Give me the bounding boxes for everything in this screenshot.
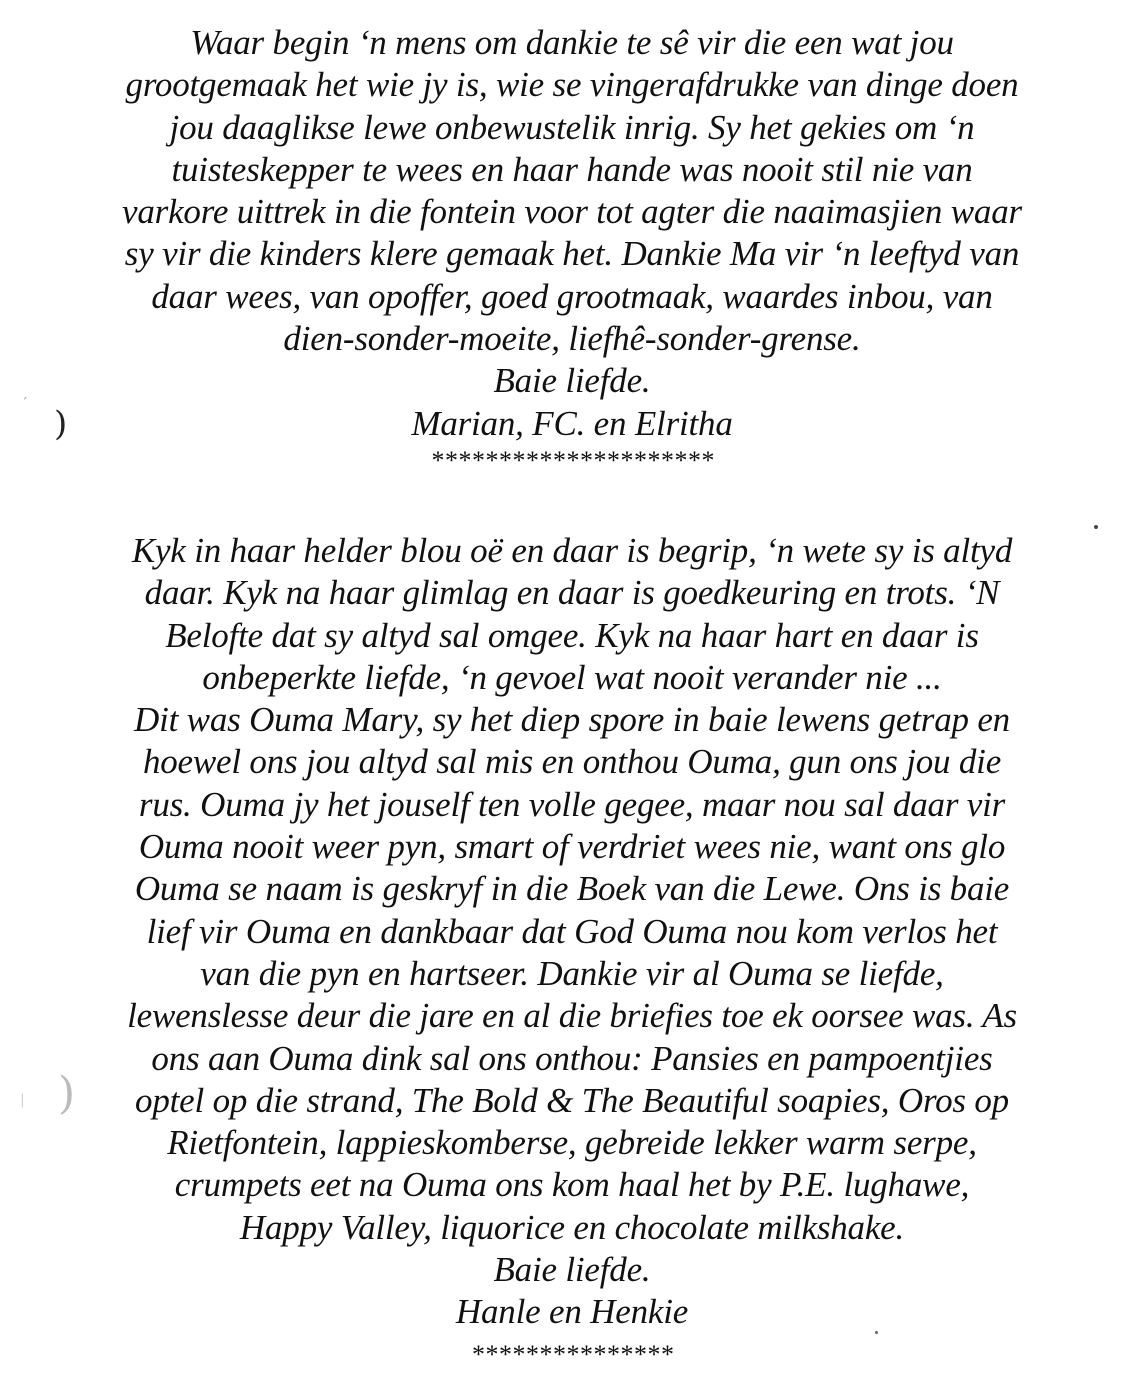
tribute-line: Dit was Ouma Mary, sy het diep spore in baie lewens getrap en — [134, 700, 1010, 740]
tribute-line: Kyk in haar helder blou oë en daar is begrip, ‘n wete sy is altyd — [131, 531, 1013, 570]
tribute-line: jou daaglikse lewe onbewustelik inrig. Sy het gekies om ‘n — [169, 107, 975, 147]
tribute-line: onbeperkte liefde, ‘n gevoel wat nooit verander nie ... — [202, 657, 942, 697]
tribute-line: van die pyn en hartseer. Dankie vir al Ouma se liefde, — [200, 953, 944, 993]
closing-line: Baie liefde. — [493, 361, 651, 401]
tribute-line: Belofte dat sy altyd sal omgee. Kyk na haar hart en daar is — [165, 615, 979, 655]
tribute-line: tuisteskepper te wees en haar hande was nooit stil nie van — [171, 149, 973, 189]
tribute-marian-fc-elritha — [0, 22, 1144, 477]
tribute-line: Happy Valley, liquorice en chocolate milkshake. — [239, 1207, 905, 1247]
tribute-line: ons aan Ouma dink sal ons onthou: Pansies en pampoentjies — [151, 1038, 993, 1078]
closing-line: Baie liefde. — [493, 1250, 651, 1290]
signature-line: Marian, FC. en Elritha — [411, 403, 733, 443]
tribute-line: hoewel ons jou altyd sal mis en onthou Ouma, gun ons jou die — [142, 742, 1002, 782]
scan-artifact-parenthesis: ) — [54, 404, 68, 444]
tribute-line: grootgemaak het wie jy is, wie se vingerafdrukke van dinge doen — [125, 65, 1019, 105]
tribute-hanle-henkie — [0, 530, 1144, 1376]
tribute-line: Waar begin ‘n mens om dankie te sê vir die een wat jou — [190, 23, 954, 62]
scan-artifact-tick: | — [20, 1092, 25, 1108]
tribute-line: Ouma se naam is geskryf in die Boek van die Lewe. Ons is baie — [134, 869, 1010, 909]
tribute-line: sy vir die kinders klere gemaak het. Dankie Ma vir ‘n leeftyd van — [124, 234, 1020, 274]
tribute-line: varkore uittrek in die fontein voor tot agter die naaimasjien waar — [122, 192, 1022, 232]
scan-artifact-parenthesis: ) — [58, 1068, 76, 1119]
scan-artifact-tick: ´ — [21, 396, 28, 412]
tribute-line: optel op die strand, The Bold & The Beautiful soapies, Oros op — [135, 1080, 1009, 1120]
separator-stars: *************** — [470, 1339, 674, 1369]
tribute-line: daar wees, van opoffer, goed grootmaak, waardes inbou, van — [151, 276, 993, 316]
scan-artifact-dot — [1094, 525, 1098, 529]
tribute-line: dien-sonder-moeite, liefhê-sonder-grense. — [283, 319, 861, 359]
tribute-line: rus. Ouma jy het jouself ten volle gegee, maar nou sal daar vir — [138, 784, 1006, 824]
scan-artifact-dot — [875, 1331, 878, 1334]
tribute-line: Rietfontein, lappieskomberse, gebreide lekker warm serpe, — [167, 1123, 977, 1163]
separator-stars: ********************* — [430, 445, 714, 475]
tribute-line: lief vir Ouma en dankbaar dat God Ouma nou kom verlos het — [146, 911, 998, 951]
tribute-line: daar. Kyk na haar glimlag en daar is goedkeuring en trots. ‘N — [144, 573, 1000, 613]
tribute-line: lewenslesse deur die jare en al die briefies toe ek oorsee was. As — [127, 996, 1017, 1036]
tribute-line: crumpets eet na Ouma ons kom haal het by P.E. lughawe, — [174, 1165, 970, 1205]
tribute-line: Ouma nooit weer pyn, smart of verdriet wees nie, want ons glo — [138, 827, 1006, 867]
signature-line: Hanle en Henkie — [455, 1292, 689, 1332]
